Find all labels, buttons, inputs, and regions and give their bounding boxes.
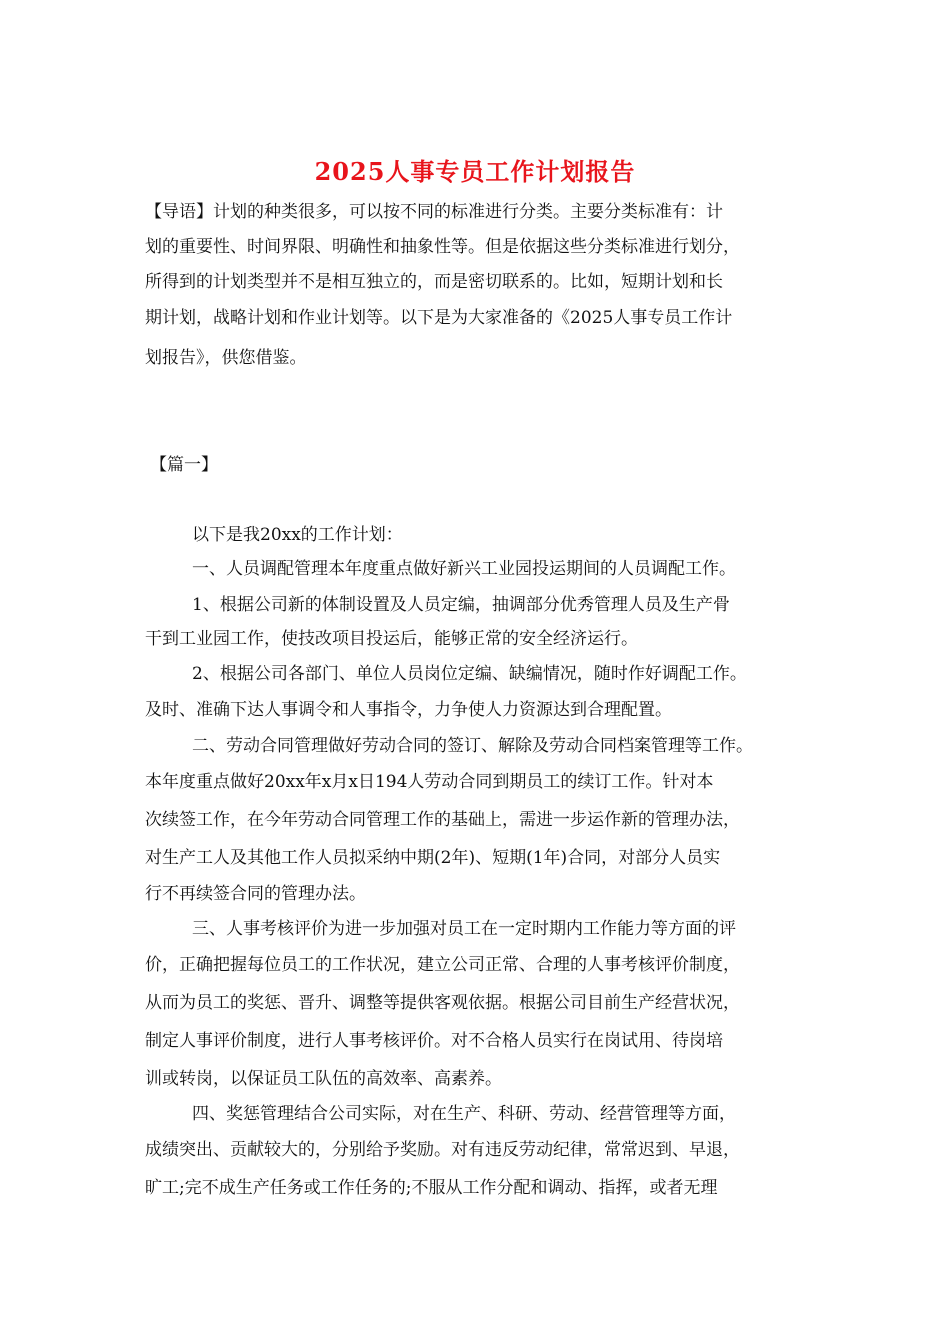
intro-line: 期计划，战略计划和作业计划等。以下是为大家准备的《2025人事专员工作计 xyxy=(145,308,733,328)
body-line: 制定人事评价制度，进行人事考核评价。对不合格人员实行在岗试用、待岗培 xyxy=(145,1031,723,1051)
body-line: 一、人员调配管理本年度重点做好新兴工业园投运期间的人员调配工作。 xyxy=(192,559,736,579)
body-line: 旷工;完不成生产任务或工作任务的;不服从工作分配和调动、指挥，或者无理 xyxy=(145,1178,718,1198)
body-line: 二、劳动合同管理做好劳动合同的签订、解除及劳动合同档案管理等工作。 xyxy=(192,736,753,756)
body-line: 以下是我20xx的工作计划： xyxy=(192,525,403,545)
document-title: 2025人事专员工作计划报告 xyxy=(314,157,636,186)
body-line: 价，正确把握每位员工的工作状况，建立公司正常、合理的人事考核评价制度， xyxy=(145,955,740,975)
body-line: 成绩突出、贡献较大的，分别给予奖励。对有违反劳动纪律，常常迟到、早退， xyxy=(145,1140,740,1160)
body-line: 四、奖惩管理结合公司实际，对在生产、科研、劳动、经营管理等方面， xyxy=(192,1104,736,1124)
body-line: 次续签工作，在今年劳动合同管理工作的基础上，需进一步运作新的管理办法， xyxy=(145,810,740,830)
intro-line: 划报告》，供您借鉴。 xyxy=(145,348,307,368)
intro-line: 【导语】计划的种类很多，可以按不同的标准进行分类。主要分类标准有：计 xyxy=(145,202,723,222)
body-line: 干到工业园工作，使技改项目投运后，能够正常的安全经济运行。 xyxy=(145,629,638,649)
section-heading: 【篇一】 xyxy=(150,455,218,475)
body-line: 从而为员工的奖惩、晋升、调整等提供客观依据。根据公司目前生产经营状况， xyxy=(145,993,740,1013)
body-line: 对生产工人及其他工作人员拟采纳中期(2年)、短期(1年)合同，对部分人员实 xyxy=(145,848,721,868)
body-line: 1、根据公司新的体制设置及人员定编，抽调部分优秀管理人员及生产骨 xyxy=(192,595,730,615)
intro-line: 所得到的计划类型并不是相互独立的，而是密切联系的。比如，短期计划和长 xyxy=(145,272,723,292)
intro-line: 划的重要性、时间界限、明确性和抽象性等。但是依据这些分类标准进行划分， xyxy=(145,237,740,257)
body-line: 2、根据公司各部门、单位人员岗位定编、缺编情况，随时作好调配工作。 xyxy=(192,664,747,684)
body-line: 本年度重点做好20xx年x月x日194人劳动合同到期员工的续订工作。针对本 xyxy=(145,772,714,792)
body-line: 训或转岗，以保证员工队伍的高效率、高素养。 xyxy=(145,1069,502,1089)
body-line: 行不再续签合同的管理办法。 xyxy=(145,884,366,904)
body-line: 及时、准确下达人事调令和人事指令，力争使人力资源达到合理配置。 xyxy=(145,700,672,720)
body-line: 三、人事考核评价为进一步加强对员工在一定时期内工作能力等方面的评 xyxy=(192,919,736,939)
